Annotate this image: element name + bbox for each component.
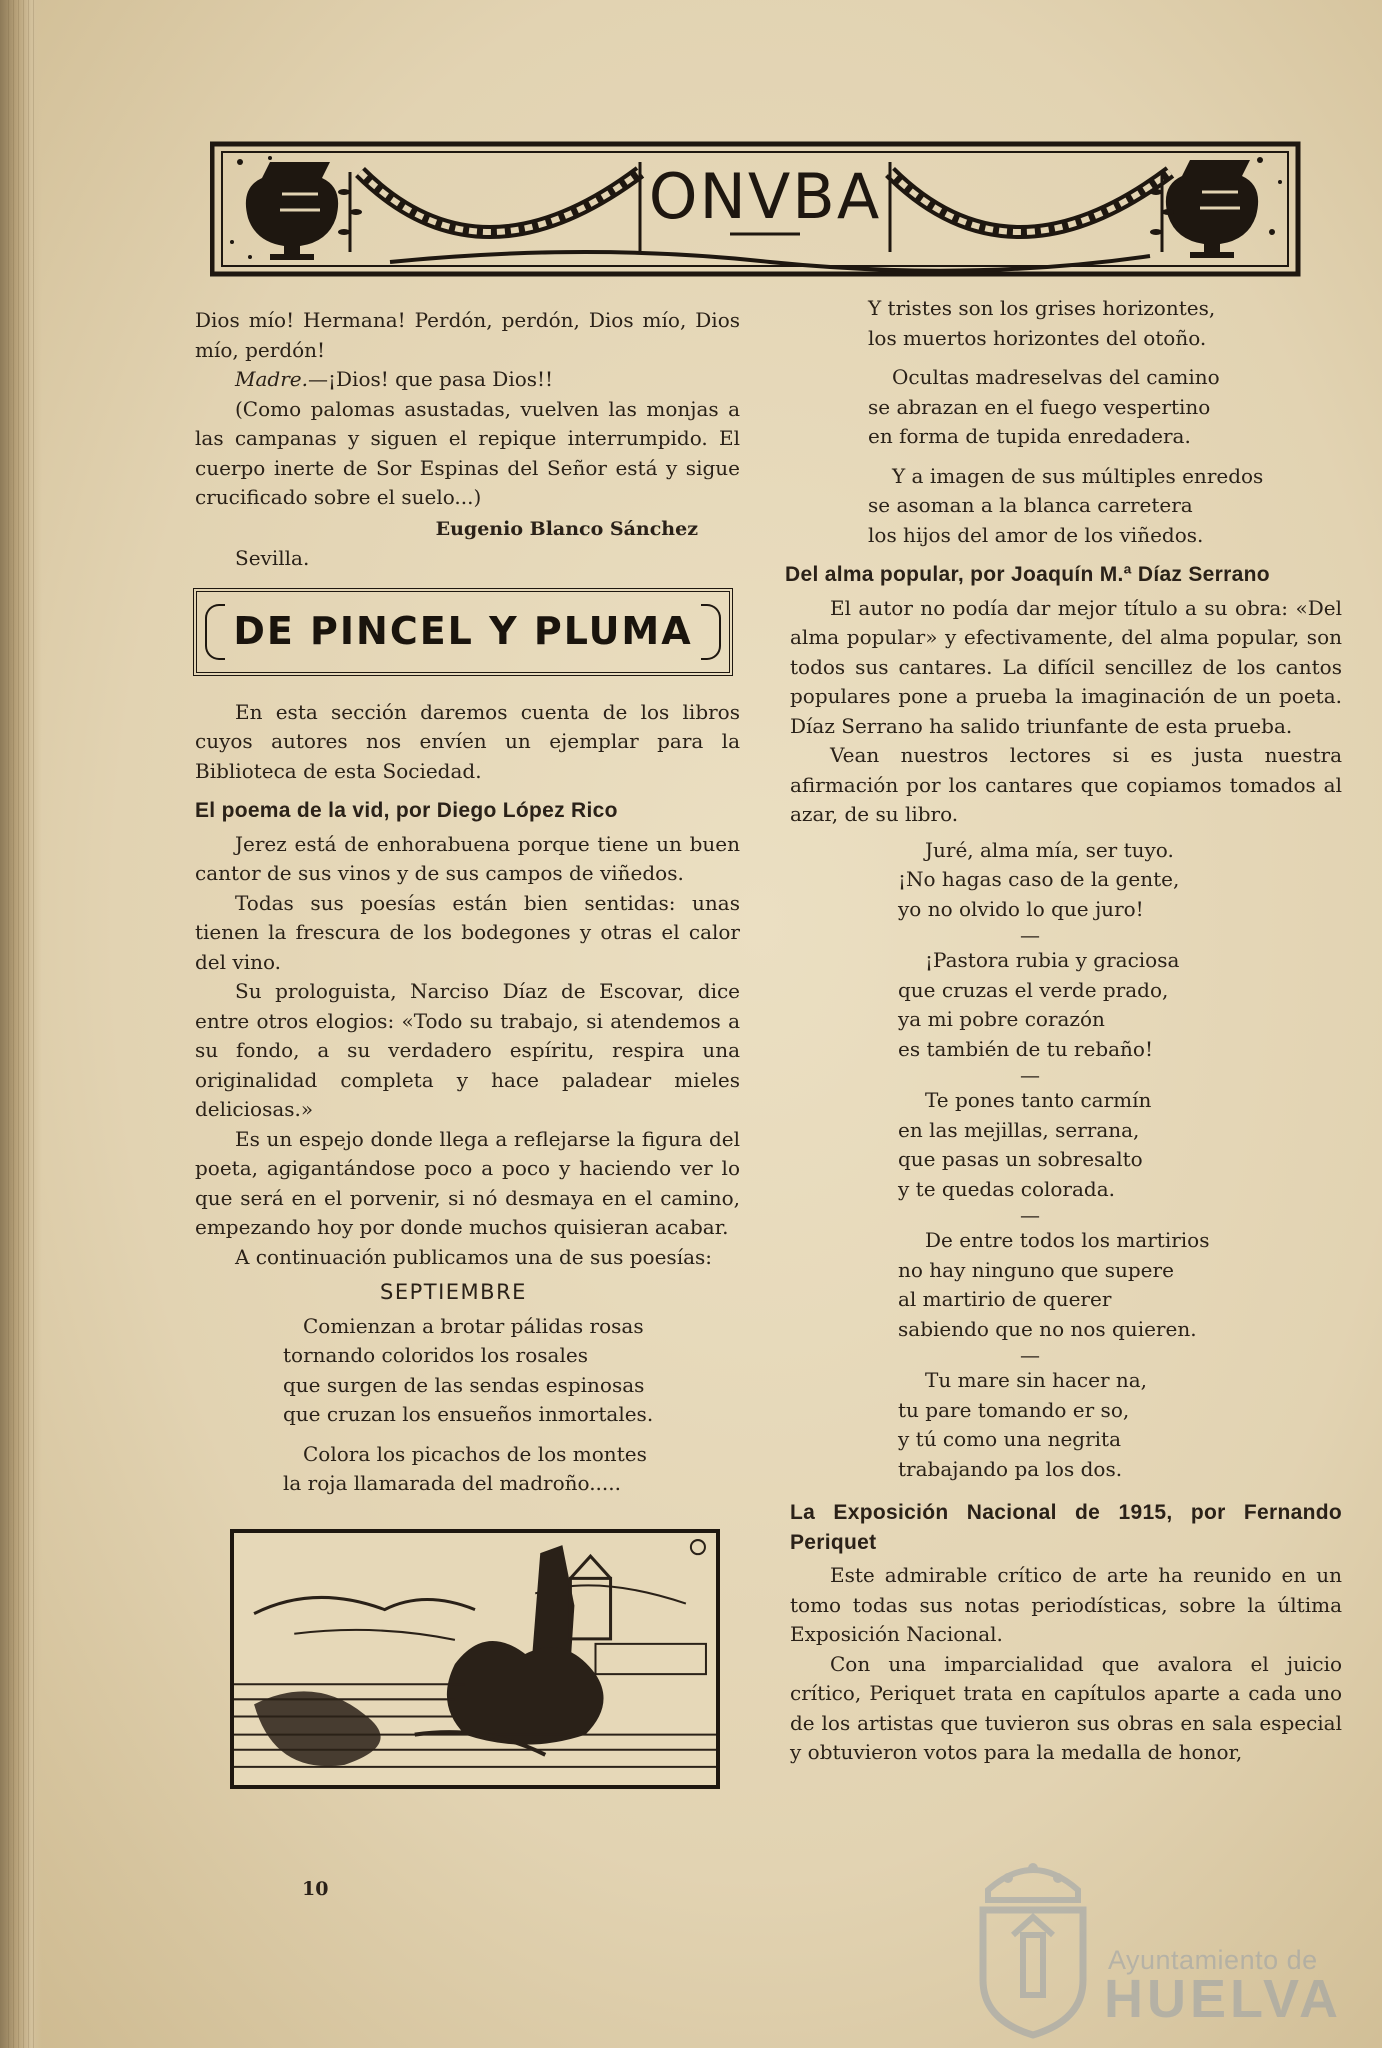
poem-line: Te pones tanto carmín (925, 1088, 1152, 1112)
urn-icon (1166, 160, 1258, 258)
author-signature: Eugenio Blanco Sánchez (435, 517, 698, 540)
paragraph: Jerez está de enhorabuena porque tiene un buen cantor de sus vinos y de sus campos de viñedos. (195, 831, 740, 885)
paragraph: Vean nuestros lectores si es justa nuestra afirmación por los cantares que copiamos tomados al azar, de su libro. (790, 743, 1342, 826)
poem-stanza (790, 462, 1342, 551)
poem-line: sabiendo que no nos quieren. (898, 1316, 1197, 1341)
poem-line: que cruzan los ensueños inmortales. (283, 1402, 654, 1426)
paragraph: Con una imparcialidad que avalora el juicio crítico, Periquet trata en capítulos aparte a cada uno de los artistas que tuvieron sus obras en sala especial y obtuvieron votos para la medalla de honor, (790, 1651, 1342, 1764)
cantar-separator: — (1020, 1063, 1040, 1087)
poem-line: los muertos horizontes del otoño. (868, 325, 1207, 350)
speaker-name: Madre. (235, 367, 308, 391)
poem-line: que pasas un sobresalto (898, 1147, 1143, 1171)
paragraph: Es un espejo donde llega a reflejarse la figura del poeta, agigantándose poco a poco y haciendo ver lo que será en el porvenir, si nó desmaya en el camino, empezando hoy por donde muchos quisieran acabar. (195, 1126, 740, 1239)
poem-line: la roja llamarada del madroño..... (283, 1471, 621, 1495)
poem-line: al martirio de querer (898, 1287, 1112, 1311)
masthead-title: ONVBA (648, 160, 882, 233)
poem-line: ¡Pastora rubia y graciosa (925, 948, 1180, 972)
poem-line: y te quedas colorada. (898, 1176, 1116, 1201)
poem-line: Colora los picachos de los montes (303, 1441, 647, 1466)
paragraph: Su prologuista, Narciso Díaz de Escovar, dice entre otros elogios: «Todo su trabajo, si atendemos a su fondo, a su verdadero espíritu, respira una originalidad completa y hace paladear mieles deliciosas.» (195, 979, 740, 1121)
cantar (790, 1226, 1342, 1344)
poem-line: en las mejillas, serrana, (898, 1117, 1140, 1142)
poem-line: que surgen de las sendas espinosas (283, 1372, 645, 1397)
cantar (790, 1086, 1342, 1204)
place-line: Sevilla. (235, 546, 310, 570)
review-heading: El poema de la vid, por Diego López Rico (195, 799, 618, 822)
poem-line: tu pare tomando er so, (898, 1397, 1130, 1422)
review-heading: La Exposición Nacional de 1915, por Fernando Periquet (790, 1501, 1342, 1554)
paragraph: Dios mío! Hermana! Perdón, perdón, Dios mío, Dios mío, perdón! (195, 308, 740, 362)
poem-title: SEPTIEMBRE (380, 1280, 527, 1304)
paragraph: Todas sus poesías están bien sentidas: unas tienen la frescura de los bodegones y otras el calor del vino. (195, 890, 740, 974)
poem-line: no hay ninguno que supere (898, 1257, 1174, 1282)
section-intro: En esta sección daremos cuenta de los libros cuyos autores nos envíen un ejemplar para la Biblioteca de esta Sociedad. (195, 699, 740, 783)
paragraph: El autor no podía dar mejor título a su obra: «Del alma popular» y efectivamente, del alma popular, son todos sus cantares. La difícil sencillez de los cantos populares pone a prueba la imaginación de un poeta. Díaz Serrano ha salido triunfante de esta prueba. (790, 595, 1342, 738)
landscape-engraving (230, 1529, 720, 1789)
poem-line: los hijos del amor de los viñedos. (868, 522, 1204, 547)
paragraph: A continuación publicamos una de sus poesías: (235, 1244, 713, 1269)
right-column (785, 294, 1342, 1768)
dialogue-line (195, 365, 740, 395)
poem-line: Juré, alma mía, ser tuyo. (925, 837, 1174, 862)
archive-watermark (968, 1850, 1342, 2040)
paragraph: Este admirable crítico de arte ha reunido en un tomo todas sus notas periodísticas, sobre la última Exposición Nacional. (790, 1563, 1342, 1646)
watermark-title: HUELVA (1104, 1969, 1342, 2029)
poem-line: se asoman a la blanca carretera (868, 493, 1193, 517)
cantar (790, 836, 1342, 925)
poem-line: De entre todos los martirios (925, 1228, 1210, 1252)
dialogue-text: —¡Dios! que pasa Dios!! (307, 367, 554, 391)
poem-line: Comienzan a brotar pálidas rosas (303, 1313, 644, 1338)
cantar (790, 946, 1342, 1064)
poem-line: y tú como una negrita (898, 1427, 1122, 1451)
urn-icon (246, 162, 338, 260)
poem-line: se abrazan en el fuego vespertino (868, 394, 1211, 419)
poem-line: ya mi pobre corazón (898, 1007, 1105, 1031)
cantares-block (790, 836, 1342, 1485)
left-column (195, 306, 740, 1789)
cantar-separator: — (1020, 1203, 1040, 1227)
poem-stanza (790, 363, 1342, 452)
poem-line: tornando coloridos los rosales (283, 1343, 588, 1367)
page-edges (8, 0, 36, 2048)
poem-line: Y a imagen de sus múltiples enredos (892, 463, 1264, 488)
poem-line: es también de tu rebaño! (898, 1036, 1154, 1061)
cantar (790, 1366, 1342, 1484)
cantar-separator: — (1020, 1343, 1040, 1367)
poem-line: ¡No hagas caso de la gente, (898, 867, 1180, 891)
poem-line: Ocultas madreselvas del camino (892, 365, 1220, 389)
poem-line: Tu mare sin hacer na, (925, 1368, 1148, 1392)
watermark-line: Ayuntamiento de (1108, 1945, 1318, 1975)
cantar-separator: — (1020, 923, 1040, 947)
poem-stanza (790, 294, 1342, 353)
review-heading: Del alma popular, por Joaquín M.ª Díaz Serrano (785, 563, 1270, 586)
coat-of-arms-icon (968, 1850, 1098, 2040)
poem-stanza (195, 1312, 740, 1430)
poem-line: Y tristes son los grises horizontes, (868, 296, 1216, 320)
poem-line: trabajando pa los dos. (898, 1456, 1123, 1481)
page-number: 10 (302, 1878, 329, 1900)
poem-stanza (195, 1440, 740, 1499)
masthead-banner (210, 122, 1302, 282)
stage-direction: (Como palomas asustadas, vuelven las monjas a las campanas y siguen el repique interrumpido. El cuerpo inerte de Sor Espinas del Señor está y sigue crucificado sobre el suelo...) (195, 396, 740, 509)
poem-line: yo no olvido lo que juro! (898, 896, 1144, 921)
section-title: DE PINCEL Y PLUMA (233, 608, 693, 653)
landscape-illustration-icon (234, 1533, 716, 1785)
poem-line: que cruzas el verde prado, (898, 977, 1169, 1002)
section-header-box (193, 588, 733, 676)
poem-line: en forma de tupida enredadera. (868, 424, 1191, 448)
